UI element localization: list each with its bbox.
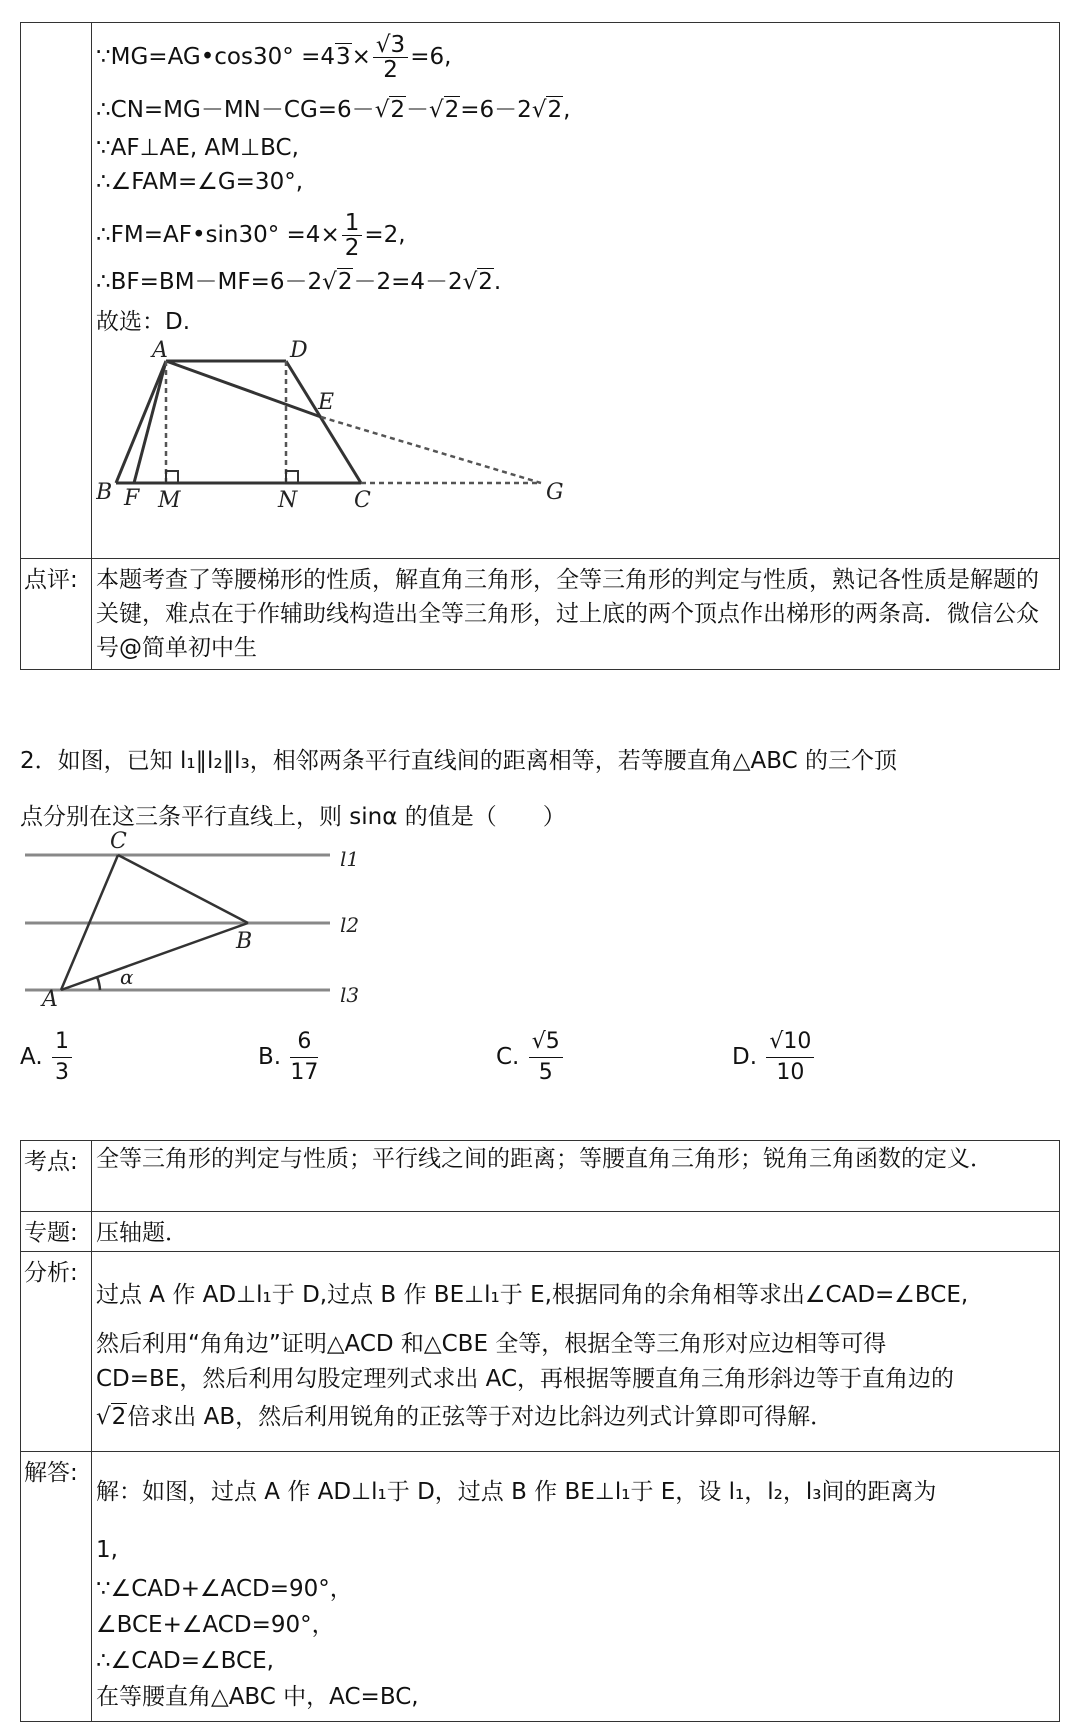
solution-line-3: ∵AF⊥AE, AM⊥BC,: [96, 135, 299, 161]
trapezoid-figure: [96, 339, 656, 519]
label-M: M: [158, 488, 181, 513]
jieda-line-1: 解：如图，过点 A 作 AD⊥l₁于 D，过点 B 作 BE⊥l₁于 E，设 l₁，l₂，l₃间的距离为: [96, 1479, 937, 1505]
jieda-line-4: ∠BCE+∠ACD=90°，: [96, 1612, 335, 1638]
jieda-line-2: 1,: [96, 1537, 118, 1563]
label-alpha: α: [120, 965, 134, 989]
jieda-label: 解答:: [21, 1452, 92, 1722]
label-l2: l2: [340, 913, 360, 937]
label-A: A: [152, 339, 168, 363]
solution-label-cell: [21, 23, 92, 559]
option-b[interactable]: B. $\frac{6}{17}$: [258, 1029, 319, 1085]
fenxi-line-1: 过点 A 作 AD⊥l₁于 D,过点 B 作 BE⊥l₁于 E,根据同角的余角相等求出∠CAD=∠BCE,: [96, 1282, 969, 1308]
label-F: F: [124, 486, 140, 511]
kaodian-text: 全等三角形的判定与性质；平行线之间的距离；等腰直角三角形；锐角三角函数的定义．: [92, 1141, 1060, 1212]
label-B: B: [96, 480, 113, 505]
label-N: N: [278, 488, 298, 513]
label-E: E: [318, 390, 335, 415]
solution-table: [20, 22, 1060, 670]
fenxi-content: [92, 1252, 1060, 1452]
solution-line-6: ∴BF=BM－MF=6－2√2－2=4－2√2.: [96, 269, 502, 295]
fenxi-line-2: 然后利用“角角边”证明△ACD 和△CBE 全等，根据全等三角形对应边相等可得: [96, 1331, 887, 1357]
solution-line-4: ∴∠FAM=∠G=30°,: [96, 169, 304, 195]
fenxi-line-4: √2倍求出 AB，然后利用锐角的正弦等于对边比斜边列式计算即可得解．: [96, 1404, 834, 1430]
answer-table: [20, 1140, 1060, 1722]
label-C2: C: [110, 829, 127, 854]
label-A2: A: [42, 987, 58, 1006]
zhuanti-text: 压轴题．: [92, 1212, 1060, 1252]
question-line-1: 2．如图，已知 l₁∥l₂∥l₃，相邻两条平行直线间的距离相等，若等腰直角△ABC 的三个顶: [20, 748, 897, 774]
label-l3: l3: [340, 983, 360, 1006]
fenxi-label: 分析:: [21, 1252, 92, 1452]
jieda-content: [92, 1452, 1060, 1722]
label-G: G: [546, 480, 564, 505]
parallel-lines-figure: [20, 826, 380, 1006]
kaodian-label: 考点:: [21, 1141, 92, 1212]
label-B2: B: [236, 929, 253, 954]
solution-line-1: ∵MG=AG•cos30° =43× $\frac{√3}{2}$ =6,: [96, 32, 452, 83]
jieda-line-3: ∵∠CAD+∠ACD=90°，: [96, 1576, 353, 1602]
comment-label: 点评:: [21, 559, 92, 670]
zhuanti-label: 专题:: [21, 1212, 92, 1252]
option-d[interactable]: D. $\frac{√10}{10}$: [732, 1027, 816, 1088]
option-c[interactable]: C. $\frac{√5}{5}$: [496, 1027, 565, 1088]
solution-line-2: ∴CN=MG－MN－CG=6－√2－√2=6－2√2,: [96, 97, 571, 123]
fenxi-line-3: CD=BE，然后利用勾股定理列式求出 AC，再根据等腰直角三角形斜边等于直角边的: [96, 1366, 955, 1392]
option-a[interactable]: A. $\frac{1}{3}$: [20, 1027, 74, 1088]
label-C: C: [354, 488, 371, 513]
solution-line-5: ∴FM=AF•sin30° =4× $\frac{1}{2}$ =2,: [96, 210, 406, 261]
label-l1: l1: [340, 847, 360, 871]
solution-line-7: 故选：D.: [96, 309, 191, 335]
comment-text: 本题考查了等腰梯形的性质，解直角三角形，全等三角形的判定与性质，熟记各性质是解题的关键，难点在于作辅助线构造出全等三角形，过上底的两个顶点作出梯形的两条高．微信公众号@简单初中生: [92, 559, 1060, 670]
jieda-line-6: 在等腰直角△ABC 中，AC=BC,: [96, 1684, 419, 1710]
label-D: D: [290, 339, 308, 363]
jieda-line-5: ∴∠CAD=∠BCE,: [96, 1648, 274, 1674]
question-line-2: 点分别在这三条平行直线上，则 sinα 的值是（ ）: [20, 804, 566, 830]
solution-content-cell: [92, 23, 1060, 559]
answer-options: [20, 1027, 1020, 1097]
